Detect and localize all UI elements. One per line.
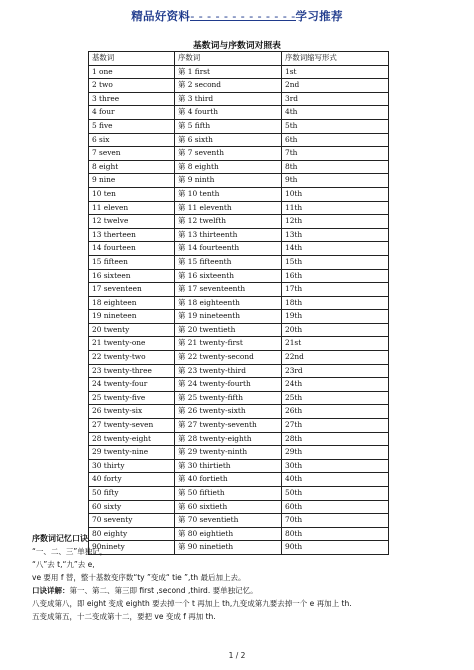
cell-cardinal: 3 three <box>89 92 175 106</box>
cell-ordinal: 第 29 twenty-ninth <box>175 446 282 460</box>
cell-cardinal: 30 thirty <box>89 459 175 473</box>
cell-cardinal: 16 sixteen <box>89 269 175 283</box>
cell-abbreviation: 3rd <box>282 92 389 106</box>
cell-abbreviation: 8th <box>282 160 389 174</box>
cell-cardinal: 28 twenty-eight <box>89 432 175 446</box>
header-underline: - - - - - - - - - - - - - <box>190 9 296 23</box>
table-row <box>89 500 389 514</box>
cell-abbreviation: 80th <box>282 527 389 541</box>
cell-ordinal: 第 21 twenty-first <box>175 337 282 351</box>
table-row <box>89 242 389 256</box>
table-row <box>89 310 389 324</box>
cell-abbreviation: 9th <box>282 174 389 188</box>
table-row <box>89 487 389 501</box>
table-row <box>89 187 389 201</box>
cell-abbreviation: 20th <box>282 323 389 337</box>
table-row <box>89 432 389 446</box>
cell-cardinal: 11 eleven <box>89 201 175 215</box>
cell-abbreviation: 23rd <box>282 364 389 378</box>
cell-abbreviation: 90th <box>282 541 389 555</box>
table-row <box>89 119 389 133</box>
cell-cardinal: 9 nine <box>89 174 175 188</box>
cell-abbreviation: 21st <box>282 337 389 351</box>
notes-detail-text: 第一、第二、第三即 first ,second ,third. 要单独记忆。 <box>69 586 258 595</box>
cell-abbreviation: 40th <box>282 473 389 487</box>
cell-abbreviation: 19th <box>282 310 389 324</box>
cell-cardinal: 7 seven <box>89 147 175 161</box>
cell-cardinal: 18 eighteen <box>89 296 175 310</box>
cell-abbreviation: 12th <box>282 215 389 229</box>
cell-cardinal: 26 twenty-six <box>89 405 175 419</box>
cell-ordinal: 第 25 twenty-fifth <box>175 391 282 405</box>
cell-cardinal: 25 twenty-five <box>89 391 175 405</box>
notes-line: 八变成第八，即 eight 变成 eighth 要去掉一个 t 再加上 th,九变成第九要去掉一个 e 再加上 th. <box>32 599 352 608</box>
cell-ordinal: 第 11 eleventh <box>175 201 282 215</box>
table-row <box>89 160 389 174</box>
table-header-row <box>89 52 389 66</box>
cell-ordinal: 第 16 sixteenth <box>175 269 282 283</box>
cell-ordinal: 第 26 twenty-sixth <box>175 405 282 419</box>
column-header-cardinal: 基数词 <box>89 52 175 66</box>
cell-ordinal: 第 60 sixtieth <box>175 500 282 514</box>
notes-detail <box>32 584 452 597</box>
cell-abbreviation: 28th <box>282 432 389 446</box>
cell-ordinal: 第 23 twenty-third <box>175 364 282 378</box>
table-row <box>89 133 389 147</box>
cell-cardinal: 1 one <box>89 65 175 79</box>
table-row <box>89 79 389 93</box>
notes-line: “八”去 t,“九”去 e, <box>32 560 95 569</box>
table-row <box>89 323 389 337</box>
cell-cardinal: 23 twenty-three <box>89 364 175 378</box>
cell-abbreviation: 17th <box>282 283 389 297</box>
table-row <box>89 215 389 229</box>
cell-cardinal: 20 twenty <box>89 323 175 337</box>
cell-ordinal: 第 10 tenth <box>175 187 282 201</box>
table-row <box>89 514 389 528</box>
cell-abbreviation: 16th <box>282 269 389 283</box>
cell-abbreviation: 24th <box>282 378 389 392</box>
cell-cardinal: 17 seventeen <box>89 283 175 297</box>
cell-abbreviation: 5th <box>282 119 389 133</box>
cell-cardinal: 21 twenty-one <box>89 337 175 351</box>
document-title: 基数词与序数词对照表 <box>193 41 281 51</box>
cell-ordinal: 第 50 fiftieth <box>175 487 282 501</box>
cell-cardinal: 60 sixty <box>89 500 175 514</box>
cell-cardinal: 24 twenty-four <box>89 378 175 392</box>
cell-cardinal: 2 two <box>89 79 175 93</box>
table-row <box>89 147 389 161</box>
cell-ordinal: 第 12 twelfth <box>175 215 282 229</box>
notes-line: “一、二、三”单独记， <box>32 547 108 556</box>
cell-abbreviation: 22nd <box>282 351 389 365</box>
notes-detail-label: 口诀详解： <box>32 586 70 595</box>
memory-notes <box>32 532 452 623</box>
page-number: 1 / 2 <box>228 651 246 660</box>
numeral-comparison-table <box>88 51 389 555</box>
cell-cardinal: 22 twenty-two <box>89 351 175 365</box>
table-row <box>89 255 389 269</box>
cell-cardinal: 12 twelve <box>89 215 175 229</box>
cell-ordinal: 第 7 seventh <box>175 147 282 161</box>
table-row <box>89 283 389 297</box>
cell-cardinal: 50 fifty <box>89 487 175 501</box>
cell-ordinal: 第 6 sixth <box>175 133 282 147</box>
cell-abbreviation: 4th <box>282 106 389 120</box>
cell-ordinal: 第 9 ninth <box>175 174 282 188</box>
notes-line: ve 要用 f 替，整十基数变序数“ty ”变成“ tie ”,th 最后加上去。 <box>32 573 246 582</box>
cell-ordinal: 第 8 eighth <box>175 160 282 174</box>
cell-ordinal: 第 5 fifth <box>175 119 282 133</box>
cell-cardinal: 13 therteen <box>89 228 175 242</box>
cell-abbreviation: 30th <box>282 459 389 473</box>
table-row <box>89 65 389 79</box>
cell-cardinal: 19 nineteen <box>89 310 175 324</box>
table-row <box>89 337 389 351</box>
cell-cardinal: 5 five <box>89 119 175 133</box>
column-header-ordinal: 序数词 <box>175 52 282 66</box>
cell-ordinal: 第 2 second <box>175 79 282 93</box>
cell-ordinal: 第 40 fortieth <box>175 473 282 487</box>
table-row <box>89 92 389 106</box>
header-left-text: 精品好资料 <box>131 9 191 23</box>
cell-cardinal: 4 four <box>89 106 175 120</box>
table-row <box>89 174 389 188</box>
cell-abbreviation: 70th <box>282 514 389 528</box>
cell-cardinal: 90ninety <box>89 541 175 555</box>
table-row <box>89 351 389 365</box>
table-row <box>89 378 389 392</box>
cell-cardinal: 6 six <box>89 133 175 147</box>
cell-abbreviation: 10th <box>282 187 389 201</box>
cell-ordinal: 第 70 seventieth <box>175 514 282 528</box>
cell-ordinal: 第 20 twentieth <box>175 323 282 337</box>
cell-abbreviation: 50th <box>282 487 389 501</box>
cell-cardinal: 8 eight <box>89 160 175 174</box>
cell-cardinal: 15 fifteen <box>89 255 175 269</box>
cell-ordinal: 第 22 twenty-second <box>175 351 282 365</box>
cell-ordinal: 第 3 third <box>175 92 282 106</box>
cell-abbreviation: 18th <box>282 296 389 310</box>
table-row <box>89 446 389 460</box>
cell-ordinal: 第 27 twenty-seventh <box>175 419 282 433</box>
table-row <box>89 473 389 487</box>
cell-ordinal: 第 19 nineteenth <box>175 310 282 324</box>
cell-cardinal: 40 forty <box>89 473 175 487</box>
cell-cardinal: 14 fourteen <box>89 242 175 256</box>
cell-ordinal: 第 15 fifteenth <box>175 255 282 269</box>
cell-abbreviation: 7th <box>282 147 389 161</box>
table-row <box>89 296 389 310</box>
cell-ordinal: 第 30 thirtieth <box>175 459 282 473</box>
table-row <box>89 106 389 120</box>
cell-abbreviation: 27th <box>282 419 389 433</box>
cell-abbreviation: 60th <box>282 500 389 514</box>
cell-abbreviation: 6th <box>282 133 389 147</box>
notes-line: 五变成第五，十二变成第十二，要把 ve 变成 f 再加 th. <box>32 612 216 621</box>
cell-ordinal: 第 14 fourteenth <box>175 242 282 256</box>
cell-ordinal: 第 18 eighteenth <box>175 296 282 310</box>
cell-abbreviation: 26th <box>282 405 389 419</box>
cell-abbreviation: 25th <box>282 391 389 405</box>
cell-cardinal: 27 twenty-seven <box>89 419 175 433</box>
cell-ordinal: 第 17 seventeenth <box>175 283 282 297</box>
cell-cardinal: 10 ten <box>89 187 175 201</box>
table-row <box>89 269 389 283</box>
cell-abbreviation: 1st <box>282 65 389 79</box>
cell-ordinal: 第 13 thirteenth <box>175 228 282 242</box>
cell-abbreviation: 13th <box>282 228 389 242</box>
page-header <box>0 8 474 24</box>
table-body <box>89 65 389 554</box>
cell-ordinal: 第 4 fourth <box>175 106 282 120</box>
cell-abbreviation: 11th <box>282 201 389 215</box>
cell-abbreviation: 29th <box>282 446 389 460</box>
table-row <box>89 364 389 378</box>
cell-abbreviation: 2nd <box>282 79 389 93</box>
cell-ordinal: 第 90 ninetieth <box>175 541 282 555</box>
cell-cardinal: 29 twenty-nine <box>89 446 175 460</box>
column-header-abbreviation: 序数词缩写形式 <box>282 52 389 66</box>
cell-ordinal: 第 1 first <box>175 65 282 79</box>
table-row <box>89 201 389 215</box>
cell-cardinal: 80 eighty <box>89 527 175 541</box>
cell-ordinal: 第 80 eightieth <box>175 527 282 541</box>
table-row <box>89 391 389 405</box>
cell-ordinal: 第 24 twenty-fourth <box>175 378 282 392</box>
cell-abbreviation: 15th <box>282 255 389 269</box>
notes-heading: 序数词记忆口诀 <box>32 534 88 543</box>
table-row <box>89 228 389 242</box>
header-right-text: 学习推荐 <box>295 9 343 23</box>
table-row <box>89 405 389 419</box>
cell-ordinal: 第 28 twenty-eighth <box>175 432 282 446</box>
cell-cardinal: 70 seventy <box>89 514 175 528</box>
cell-abbreviation: 14th <box>282 242 389 256</box>
table-row <box>89 459 389 473</box>
table-row <box>89 419 389 433</box>
